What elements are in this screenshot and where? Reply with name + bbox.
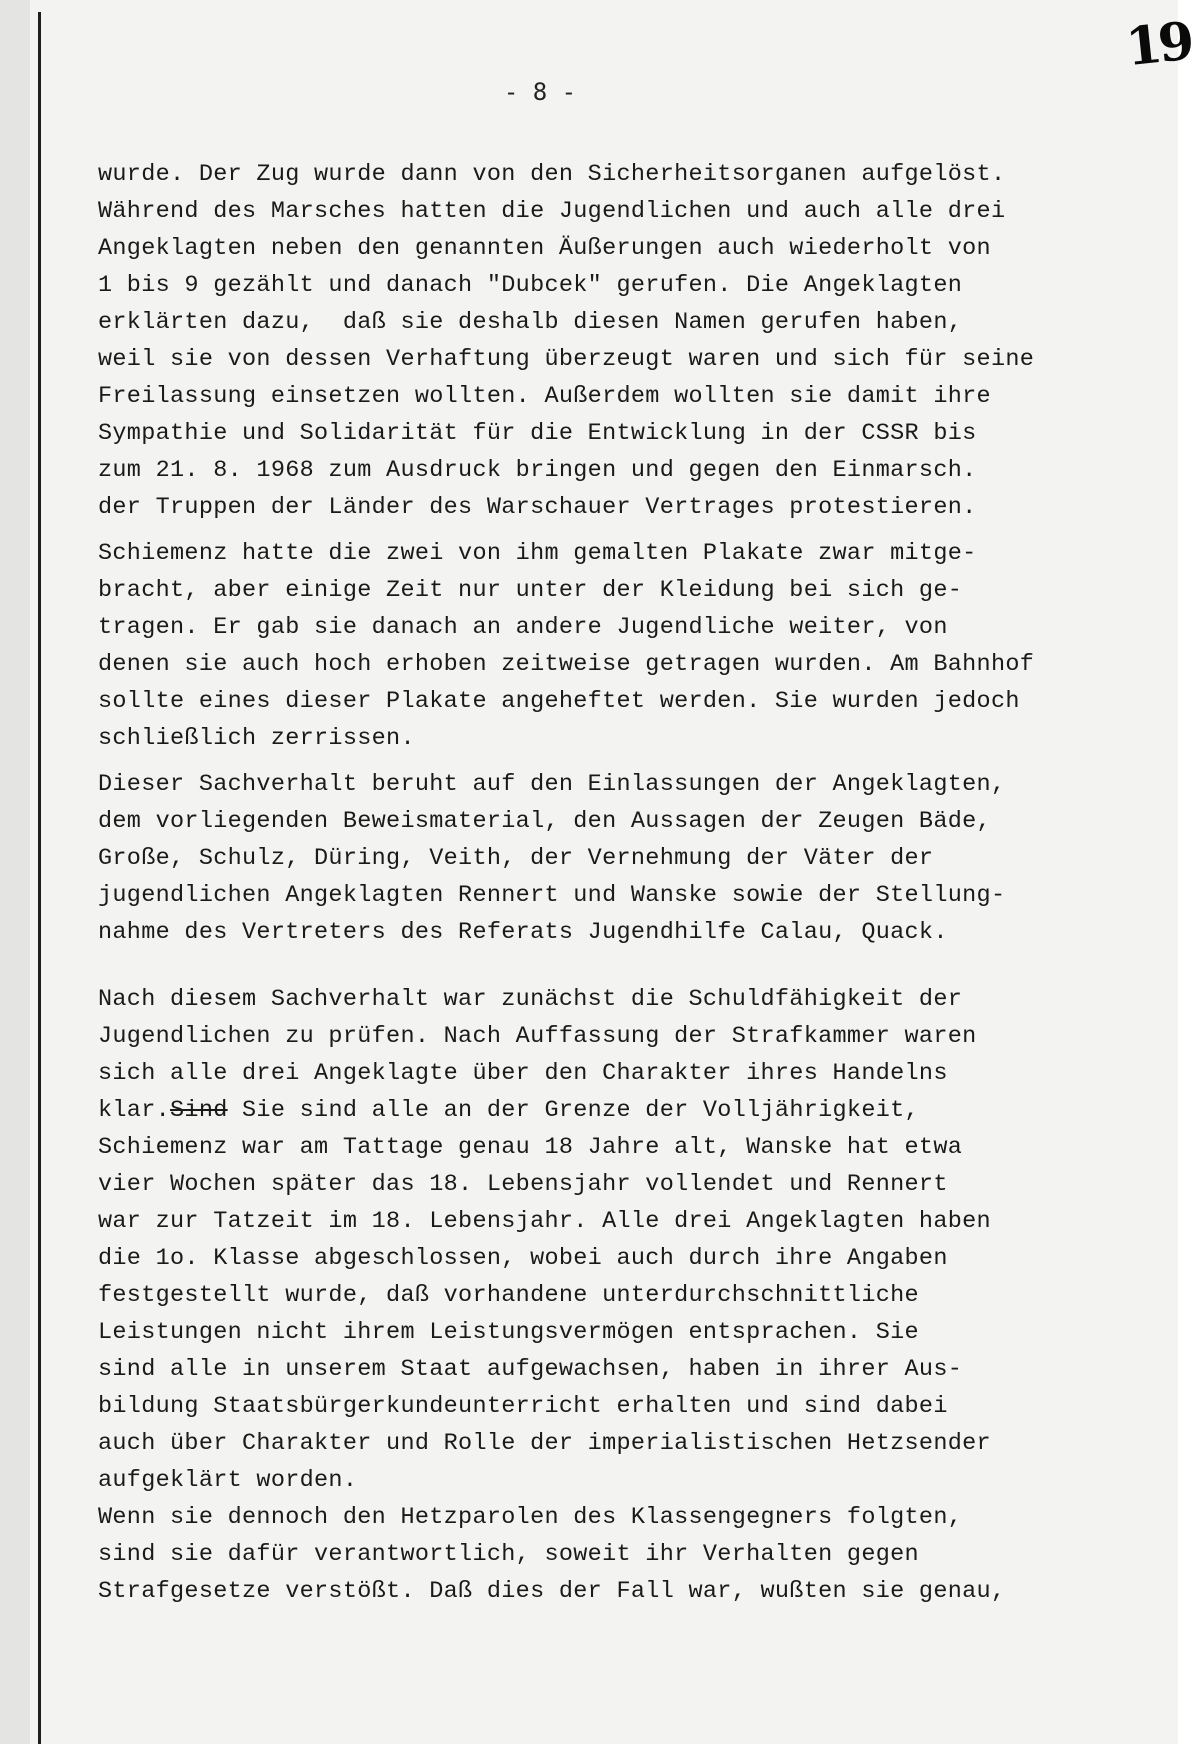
paragraph-3 [98,766,1158,951]
text-line: Jugendlichen zu prüfen. Nach Auffassung der Strafkammer waren [98,1023,977,1050]
struck-out-word: Sind [170,1097,228,1124]
paragraph-2 [98,535,1158,757]
text-line: zum 21. 8. 1968 zum Ausdruck bringen und gegen den Einmarsch. [98,457,977,484]
text-line: auch über Charakter und Rolle der imperialistischen Hetzsender [98,1430,991,1457]
text-line: sind alle in unserem Staat aufgewachsen, haben in ihrer Aus- [98,1356,963,1383]
text-line: Angeklagten neben den genannten Äußerungen auch wiederholt von [98,235,991,262]
page-number: - 8 - [503,78,577,106]
text-line: Schiemenz war am Tattage genau 18 Jahre alt, Wanske hat etwa [98,1134,963,1161]
text-line: Dieser Sachverhalt beruht auf den Einlassungen der Angeklagten, [98,771,1006,798]
text-fragment: klar. [98,1097,171,1124]
scan-right-edge [1178,0,1200,1744]
text-line: wurde. Der Zug wurde dann von den Sicherheitsorganen aufgelöst. [98,161,1006,188]
handwritten-folio-number: 19 [1122,10,1194,79]
margin-rule [38,12,41,1744]
text-line: nahme des Vertreters des Referats Jugendhilfe Calau, Quack. [98,919,948,946]
text-line: sollte eines dieser Plakate angeheftet werden. Sie wurden jedoch [98,688,1020,715]
text-line: war zur Tatzeit im 18. Lebensjahr. Alle drei Angeklagten haben [98,1208,991,1235]
text-line: Leistungen nicht ihrem Leistungsvermögen entsprachen. Sie [98,1319,919,1346]
body-text [98,156,1158,1610]
text-line: aufgeklärt worden. [98,1467,358,1494]
text-line: bracht, aber einige Zeit nur unter der Kleidung bei sich ge- [98,577,963,604]
text-line: Sympathie und Solidarität für die Entwicklung in der CSSR bis [98,420,977,447]
text-line: erklärten dazu, daß sie deshalb diesen Namen gerufen haben, [98,309,963,336]
text-line: Große, Schulz, Düring, Veith, der Vernehmung der Väter der [98,845,934,872]
paragraph-5 [98,1499,1158,1610]
text-line: sich alle drei Angeklagte über den Charakter ihres Handelns [98,1060,948,1087]
text-line: denen sie auch hoch erhoben zeitweise getragen wurden. Am Bahnhof [98,651,1035,678]
text-line: dem vorliegenden Beweismaterial, den Aussagen der Zeugen Bäde, [98,808,991,835]
text-line-with-correction [98,1092,1158,1129]
text-line: Wenn sie dennoch den Hetzparolen des Klassengegners folgten, [98,1504,963,1531]
text-line: die 1o. Klasse abgeschlossen, wobei auch durch ihre Angaben [98,1245,948,1272]
scan-left-edge [0,0,30,1744]
text-line: Strafgesetze verstößt. Daß dies der Fall war, wußten sie genau, [98,1578,1006,1605]
text-line: festgestellt wurde, daß vorhandene unterdurchschnittliche [98,1282,919,1309]
text-line: tragen. Er gab sie danach an andere Jugendliche weiter, von [98,614,948,641]
text-line: sind sie dafür verantwortlich, soweit ihr Verhalten gegen [98,1541,919,1568]
text-line: schließlich zerrissen. [98,725,415,752]
text-line: jugendlichen Angeklagten Rennert und Wanske sowie der Stellung- [98,882,1006,909]
text-line: bildung Staatsbürgerkundeunterricht erhalten und sind dabei [98,1393,948,1420]
text-line: Schiemenz hatte die zwei von ihm gemalten Plakate zwar mitge- [98,540,977,567]
text-line: der Truppen der Länder des Warschauer Vertrages protestieren. [98,494,977,521]
text-line: 1 bis 9 gezählt und danach "Dubcek" gerufen. Die Angeklagten [98,272,963,299]
text-line: Freilassung einsetzen wollten. Außerdem wollten sie damit ihre [98,383,991,410]
text-line: weil sie von dessen Verhaftung überzeugt waren und sich für seine [98,346,1035,373]
text-line: Nach diesem Sachverhalt war zunächst die Schuldfähigkeit der [98,986,963,1013]
text-line: Während des Marsches hatten die Jugendlichen und auch alle drei [98,198,1006,225]
paragraph-4 [98,981,1158,1499]
text-fragment: Sie sind alle an der Grenze der Volljährigkeit, [227,1097,919,1124]
text-line: vier Wochen später das 18. Lebensjahr vollendet und Rennert [98,1171,948,1198]
paragraph-1 [98,156,1158,526]
